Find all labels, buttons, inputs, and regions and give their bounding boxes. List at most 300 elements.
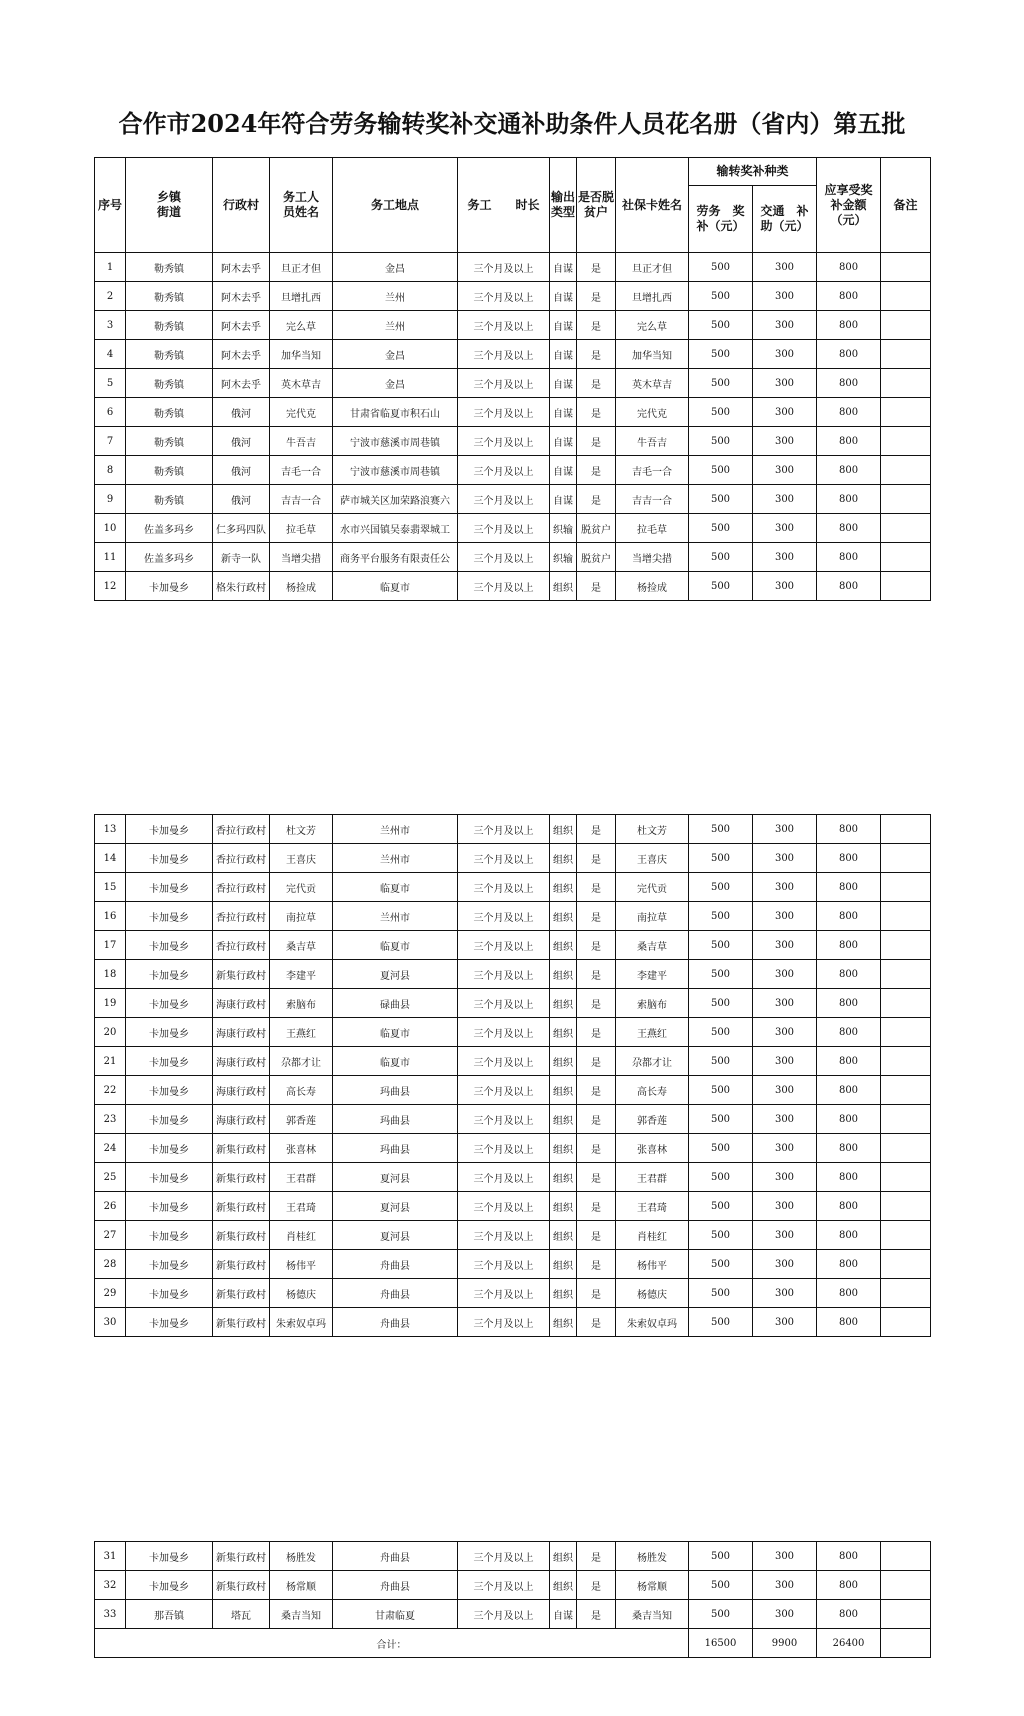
cell-labor-subsidy: 500 [689,931,753,960]
cell-worker-name: 完么草 [270,311,333,340]
cell-worker-name: 桑吉当知 [270,1600,333,1629]
cell-township: 卡加曼乡 [126,1221,213,1250]
cell-remark [881,369,931,398]
header-traffic-line1: 交通 补 [760,204,809,218]
cell-output-type: 组织 [550,960,577,989]
table-row [95,340,931,369]
cell-card-name: 南拉草 [616,902,689,931]
cell-village: 香拉行政村 [213,873,270,902]
cell-township: 卡加曼乡 [126,1134,213,1163]
header-output-type-line2: 类型 [550,205,575,219]
table-row [95,1076,931,1105]
cell-work-place: 舟曲县 [333,1279,458,1308]
cell-total: 800 [817,1076,881,1105]
cell-labor-subsidy: 500 [689,902,753,931]
cell-work-place: 夏河县 [333,1221,458,1250]
cell-worker-name: 牛吾吉 [270,427,333,456]
cell-village: 俄河 [213,398,270,427]
cell-seq: 24 [95,1134,126,1163]
cell-total: 800 [817,398,881,427]
cell-seq: 18 [95,960,126,989]
cell-labor-subsidy: 500 [689,340,753,369]
cell-seq: 6 [95,398,126,427]
cell-seq: 33 [95,1600,126,1629]
cell-output-type: 组织 [550,1279,577,1308]
cell-total: 800 [817,1308,881,1337]
cell-village: 新集行政村 [213,1192,270,1221]
cell-work-place: 宁波市慈溪市周巷镇 [333,456,458,485]
cell-remark [881,931,931,960]
cell-output-type: 组织 [550,1308,577,1337]
cell-duration: 三个月及以上 [458,1279,550,1308]
cell-worker-name: 杨常顺 [270,1571,333,1600]
cell-worker-name: 杨胜发 [270,1542,333,1571]
roster-table-page-3 [94,1541,931,1658]
header-worker-name-line1: 务工人 [282,190,319,204]
cell-labor-subsidy: 500 [689,1221,753,1250]
header-labor-line2: 补（元） [696,219,745,233]
cell-total: 800 [817,1250,881,1279]
header-traffic-line2: 助（元） [760,219,809,233]
cell-work-place: 商务平台服务有限责任公 [333,543,458,572]
cell-poverty: 是 [577,1250,616,1279]
cell-traffic-subsidy: 300 [753,572,817,601]
cell-worker-name: 旦正才但 [270,253,333,282]
cell-work-place: 兰州 [333,282,458,311]
cell-total: 800 [817,369,881,398]
cell-traffic-subsidy: 300 [753,1018,817,1047]
cell-remark [881,1163,931,1192]
cell-traffic-subsidy: 300 [753,1221,817,1250]
cell-township: 卡加曼乡 [126,1163,213,1192]
cell-total: 800 [817,1105,881,1134]
cell-output-type: 组织 [550,1047,577,1076]
cell-village: 新寺一队 [213,543,270,572]
cell-remark [881,902,931,931]
cell-total: 800 [817,1221,881,1250]
cell-worker-name: 完代克 [270,398,333,427]
cell-duration: 三个月及以上 [458,1105,550,1134]
cell-output-type: 自谋 [550,398,577,427]
cell-poverty: 是 [577,282,616,311]
cell-total: 800 [817,1047,881,1076]
cell-traffic-subsidy: 300 [753,253,817,282]
cell-worker-name: 完代贡 [270,873,333,902]
cell-duration: 三个月及以上 [458,1076,550,1105]
cell-labor-subsidy: 500 [689,1163,753,1192]
table-row [95,1047,931,1076]
cell-traffic-subsidy: 300 [753,1163,817,1192]
cell-total: 800 [817,989,881,1018]
cell-remark [881,456,931,485]
cell-labor-subsidy: 500 [689,427,753,456]
cell-traffic-subsidy: 300 [753,1279,817,1308]
cell-duration: 三个月及以上 [458,1571,550,1600]
cell-traffic-subsidy: 300 [753,960,817,989]
cell-worker-name: 桑吉草 [270,931,333,960]
cell-output-type: 组织 [550,1571,577,1600]
cell-poverty: 是 [577,311,616,340]
cell-card-name: 王喜庆 [616,844,689,873]
cell-traffic-subsidy: 300 [753,989,817,1018]
table-row [95,282,931,311]
header-total-line2: 补金额 [830,197,867,212]
header-total-line3: （元） [830,212,867,227]
cell-card-name: 王君琦 [616,1192,689,1221]
table-row [95,844,931,873]
cell-remark [881,398,931,427]
cell-traffic-subsidy: 300 [753,873,817,902]
cell-worker-name: 郭香莲 [270,1105,333,1134]
cell-village: 新集行政村 [213,1163,270,1192]
cell-work-place: 临夏市 [333,1018,458,1047]
cell-duration: 三个月及以上 [458,253,550,282]
cell-work-place: 水市兴国镇吴泰翡翠城工 [333,514,458,543]
cell-township: 那吾镇 [126,1600,213,1629]
cell-traffic-subsidy: 300 [753,514,817,543]
cell-total: 800 [817,1571,881,1600]
cell-work-place: 兰州市 [333,844,458,873]
cell-work-place: 舟曲县 [333,1571,458,1600]
cell-labor-subsidy: 500 [689,1279,753,1308]
header-township-line1: 乡镇 [156,190,181,204]
cell-total: 800 [817,514,881,543]
cell-traffic-subsidy: 300 [753,456,817,485]
cell-work-place: 夏河县 [333,1192,458,1221]
header-poverty [577,158,616,253]
cell-total: 800 [817,253,881,282]
cell-output-type: 织输 [550,543,577,572]
cell-poverty: 是 [577,1221,616,1250]
cell-total: 800 [817,1600,881,1629]
cell-remark [881,1250,931,1279]
header-seq: 序号 [95,158,126,253]
cell-remark [881,815,931,844]
table-row [95,931,931,960]
cell-labor-subsidy: 500 [689,1047,753,1076]
cell-poverty: 是 [577,1076,616,1105]
cell-total: 800 [817,844,881,873]
cell-labor-subsidy: 500 [689,369,753,398]
cell-work-place: 金昌 [333,369,458,398]
cell-traffic-subsidy: 300 [753,902,817,931]
cell-township: 勒秀镇 [126,485,213,514]
cell-remark [881,543,931,572]
cell-poverty: 是 [577,1542,616,1571]
cell-seq: 23 [95,1105,126,1134]
cell-total: 800 [817,282,881,311]
table-row [95,1250,931,1279]
cell-township: 卡加曼乡 [126,1571,213,1600]
table-row [95,815,931,844]
cell-work-place: 舟曲县 [333,1542,458,1571]
cell-township: 卡加曼乡 [126,844,213,873]
cell-seq: 21 [95,1047,126,1076]
cell-total: 800 [817,815,881,844]
cell-township: 卡加曼乡 [126,960,213,989]
cell-township: 卡加曼乡 [126,1279,213,1308]
cell-card-name: 完代克 [616,398,689,427]
cell-duration: 三个月及以上 [458,514,550,543]
cell-traffic-subsidy: 300 [753,398,817,427]
cell-worker-name: 肖桂红 [270,1221,333,1250]
cell-worker-name: 当增尖措 [270,543,333,572]
cell-seq: 27 [95,1221,126,1250]
cell-labor-subsidy: 500 [689,253,753,282]
cell-township: 勒秀镇 [126,253,213,282]
cell-poverty: 是 [577,1018,616,1047]
cell-total: 800 [817,1542,881,1571]
cell-output-type: 组织 [550,1134,577,1163]
cell-duration: 三个月及以上 [458,340,550,369]
cell-seq: 9 [95,485,126,514]
cell-labor-subsidy: 500 [689,1192,753,1221]
cell-village: 新集行政村 [213,1571,270,1600]
cell-traffic-subsidy: 300 [753,1571,817,1600]
cell-output-type: 自谋 [550,427,577,456]
cell-remark [881,1076,931,1105]
cell-village: 海康行政村 [213,1018,270,1047]
cell-duration: 三个月及以上 [458,398,550,427]
cell-seq: 13 [95,815,126,844]
cell-seq: 19 [95,989,126,1018]
cell-labor-subsidy: 500 [689,456,753,485]
cell-card-name: 王燕红 [616,1018,689,1047]
totals-labor: 16500 [689,1629,753,1658]
cell-traffic-subsidy: 300 [753,369,817,398]
cell-worker-name: 拉毛草 [270,514,333,543]
cell-poverty: 是 [577,398,616,427]
cell-card-name: 拉毛草 [616,514,689,543]
cell-output-type: 组织 [550,902,577,931]
cell-remark [881,1018,931,1047]
cell-duration: 三个月及以上 [458,902,550,931]
cell-worker-name: 加华当知 [270,340,333,369]
table-row [95,369,931,398]
cell-traffic-subsidy: 300 [753,931,817,960]
cell-poverty: 是 [577,1600,616,1629]
header-labor-subsidy [689,186,753,253]
cell-labor-subsidy: 500 [689,844,753,873]
cell-output-type: 组织 [550,1250,577,1279]
cell-duration: 三个月及以上 [458,282,550,311]
cell-traffic-subsidy: 300 [753,1134,817,1163]
cell-card-name: 旦正才但 [616,253,689,282]
cell-work-place: 甘肃省临夏市积石山 [333,398,458,427]
cell-card-name: 高长寿 [616,1076,689,1105]
cell-worker-name: 旦增扎西 [270,282,333,311]
cell-card-name: 桑吉草 [616,931,689,960]
cell-card-name: 桑吉当知 [616,1600,689,1629]
cell-total: 800 [817,311,881,340]
table-row [95,1571,931,1600]
table-row [95,572,931,601]
cell-remark [881,282,931,311]
cell-poverty: 是 [577,253,616,282]
header-remark: 备注 [881,158,931,253]
cell-village: 塔瓦 [213,1600,270,1629]
cell-worker-name: 索脑布 [270,989,333,1018]
cell-card-name: 王君群 [616,1163,689,1192]
cell-township: 勒秀镇 [126,456,213,485]
cell-duration: 三个月及以上 [458,369,550,398]
cell-duration: 三个月及以上 [458,1221,550,1250]
totals-remark [881,1629,931,1658]
cell-township: 勒秀镇 [126,282,213,311]
cell-township: 卡加曼乡 [126,572,213,601]
cell-traffic-subsidy: 300 [753,1192,817,1221]
cell-township: 卡加曼乡 [126,1105,213,1134]
cell-village: 海康行政村 [213,1105,270,1134]
cell-card-name: 牛吾吉 [616,427,689,456]
cell-output-type: 组织 [550,1018,577,1047]
cell-village: 新集行政村 [213,1250,270,1279]
cell-poverty: 是 [577,1308,616,1337]
table-row [95,1163,931,1192]
cell-duration: 三个月及以上 [458,1047,550,1076]
cell-seq: 30 [95,1308,126,1337]
cell-card-name: 朱索奴卓玛 [616,1308,689,1337]
cell-labor-subsidy: 500 [689,282,753,311]
cell-traffic-subsidy: 300 [753,485,817,514]
cell-card-name: 吉吉一合 [616,485,689,514]
header-worker-name [270,158,333,253]
cell-output-type: 组织 [550,1163,577,1192]
cell-card-name: 加华当知 [616,340,689,369]
cell-poverty: 是 [577,456,616,485]
cell-township: 卡加曼乡 [126,1018,213,1047]
cell-labor-subsidy: 500 [689,1250,753,1279]
cell-township: 卡加曼乡 [126,989,213,1018]
cell-work-place: 萨市城关区加荣路浪赛六 [333,485,458,514]
cell-card-name: 张喜林 [616,1134,689,1163]
cell-township: 卡加曼乡 [126,1308,213,1337]
cell-seq: 15 [95,873,126,902]
table-row [95,1134,931,1163]
cell-worker-name: 王燕红 [270,1018,333,1047]
cell-duration: 三个月及以上 [458,815,550,844]
cell-poverty: 是 [577,960,616,989]
table-row [95,989,931,1018]
cell-remark [881,1105,931,1134]
cell-seq: 29 [95,1279,126,1308]
cell-card-name: 旦增扎西 [616,282,689,311]
table-row [95,253,931,282]
totals-total: 26400 [817,1629,881,1658]
cell-remark [881,873,931,902]
totals-traffic: 9900 [753,1629,817,1658]
table-body-page-2 [95,815,931,1337]
cell-village: 香拉行政村 [213,902,270,931]
cell-labor-subsidy: 500 [689,1308,753,1337]
cell-total: 800 [817,572,881,601]
cell-total: 800 [817,1192,881,1221]
table-row [95,485,931,514]
cell-township: 勒秀镇 [126,311,213,340]
cell-output-type: 组织 [550,1105,577,1134]
cell-township: 卡加曼乡 [126,1192,213,1221]
cell-village: 香拉行政村 [213,931,270,960]
cell-total: 800 [817,427,881,456]
cell-remark [881,1571,931,1600]
cell-labor-subsidy: 500 [689,1571,753,1600]
cell-remark [881,989,931,1018]
cell-work-place: 玛曲县 [333,1134,458,1163]
cell-poverty: 是 [577,1192,616,1221]
cell-township: 卡加曼乡 [126,815,213,844]
cell-poverty: 是 [577,369,616,398]
cell-duration: 三个月及以上 [458,1192,550,1221]
cell-labor-subsidy: 500 [689,1600,753,1629]
cell-output-type: 组织 [550,815,577,844]
table-row [95,1105,931,1134]
cell-poverty: 是 [577,1571,616,1600]
cell-work-place: 舟曲县 [333,1308,458,1337]
cell-total: 800 [817,931,881,960]
cell-seq: 32 [95,1571,126,1600]
cell-output-type: 组织 [550,931,577,960]
cell-seq: 22 [95,1076,126,1105]
cell-seq: 28 [95,1250,126,1279]
cell-card-name: 杨德庆 [616,1279,689,1308]
cell-traffic-subsidy: 300 [753,1047,817,1076]
cell-village: 新集行政村 [213,1279,270,1308]
cell-worker-name: 尕都才让 [270,1047,333,1076]
cell-township: 卡加曼乡 [126,1047,213,1076]
cell-labor-subsidy: 500 [689,514,753,543]
cell-village: 俄河 [213,485,270,514]
cell-card-name: 当增尖措 [616,543,689,572]
cell-seq: 16 [95,902,126,931]
header-village: 行政村 [213,158,270,253]
cell-remark [881,1221,931,1250]
cell-traffic-subsidy: 300 [753,543,817,572]
cell-labor-subsidy: 500 [689,1134,753,1163]
cell-remark [881,340,931,369]
cell-seq: 11 [95,543,126,572]
cell-worker-name: 杨伟平 [270,1250,333,1279]
cell-duration: 三个月及以上 [458,543,550,572]
cell-seq: 4 [95,340,126,369]
cell-village: 海康行政村 [213,1047,270,1076]
cell-total: 800 [817,960,881,989]
cell-duration: 三个月及以上 [458,456,550,485]
cell-labor-subsidy: 500 [689,1542,753,1571]
cell-village: 阿木去乎 [213,311,270,340]
cell-traffic-subsidy: 300 [753,282,817,311]
cell-township: 卡加曼乡 [126,873,213,902]
table-row [95,311,931,340]
cell-duration: 三个月及以上 [458,485,550,514]
cell-seq: 14 [95,844,126,873]
table-row [95,514,931,543]
cell-poverty: 脱贫户 [577,514,616,543]
header-card-name: 社保卡姓名 [616,158,689,253]
cell-duration: 三个月及以上 [458,311,550,340]
cell-labor-subsidy: 500 [689,1105,753,1134]
cell-card-name: 完么草 [616,311,689,340]
cell-card-name: 李建平 [616,960,689,989]
cell-duration: 三个月及以上 [458,1018,550,1047]
cell-labor-subsidy: 500 [689,398,753,427]
cell-labor-subsidy: 500 [689,311,753,340]
cell-remark [881,844,931,873]
cell-village: 阿木去乎 [213,253,270,282]
cell-work-place: 兰州 [333,311,458,340]
cell-remark [881,1279,931,1308]
cell-labor-subsidy: 500 [689,960,753,989]
header-subsidy-group: 输转奖补种类 [689,158,817,186]
